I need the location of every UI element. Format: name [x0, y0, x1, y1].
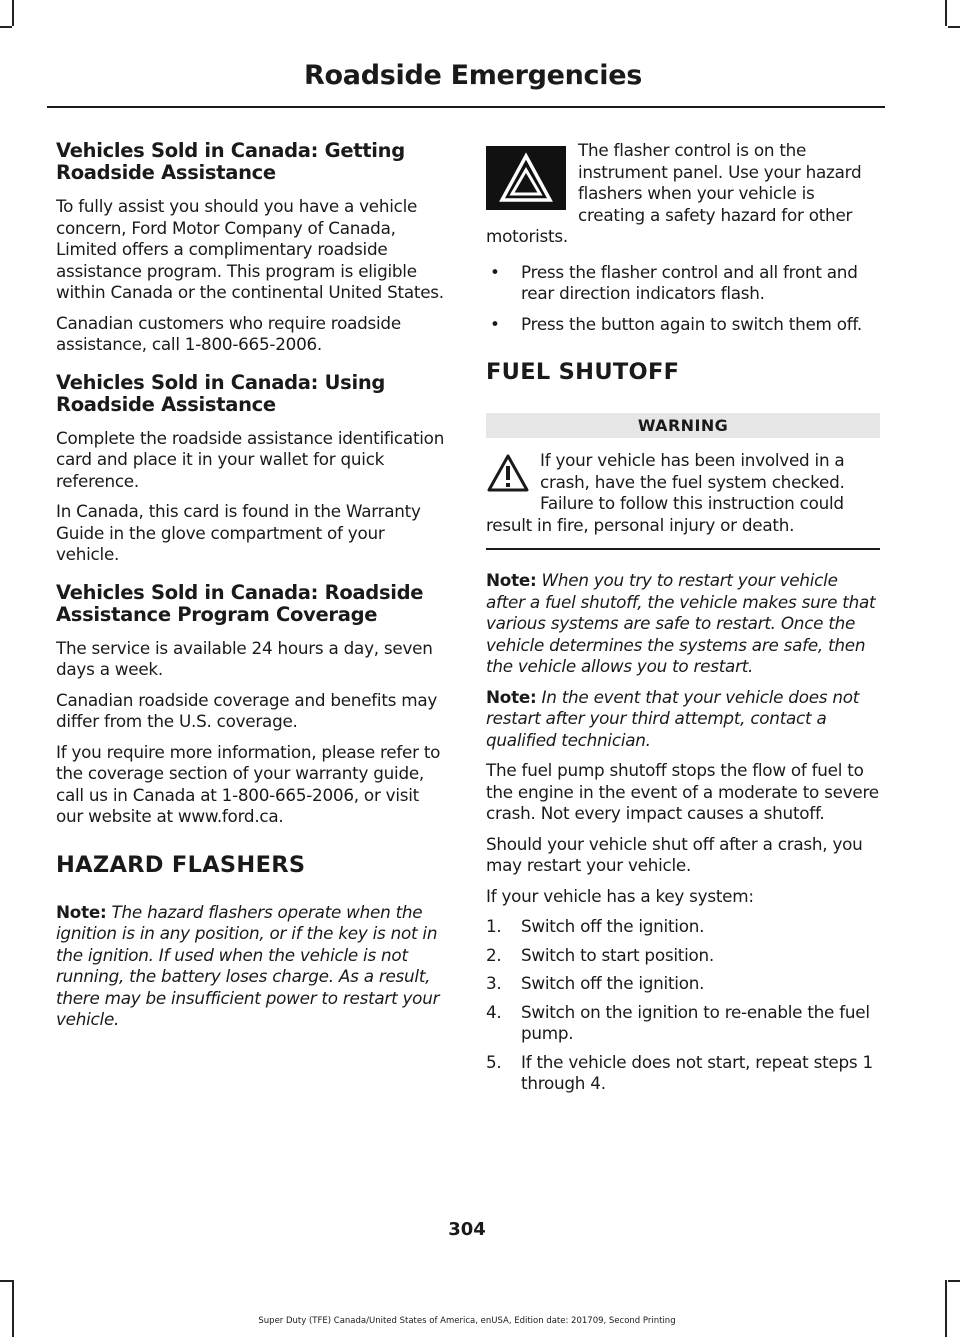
note-paragraph [56, 902, 448, 1031]
step-text: Switch off the ignition. [521, 973, 705, 993]
section-heading-fuel-shutoff: FUEL SHUTOFF [486, 359, 680, 385]
list-item [486, 973, 880, 995]
paragraph: To fully assist you should you have a vehicle concern, Ford Motor Company of Canada, Limited offers a complimentary roadside assistance program. This program is eligible within Canada or the continental United States. [56, 196, 444, 302]
list-item [486, 945, 880, 967]
restart-steps-list [486, 916, 880, 1095]
left-column [56, 140, 448, 1040]
paragraph: If you require more information, please refer to the coverage section of your warranty guide, call us in Canada at 1-800-665-2006, or visit our website at www.ford.ca. [56, 741, 441, 826]
bullet-icon: • [490, 313, 500, 334]
crop-mark [948, 1280, 960, 1282]
note-label: Note: [486, 570, 537, 590]
section-heading-hazard-flashers: HAZARD FLASHERS [56, 851, 306, 878]
step-number: 2. [486, 944, 502, 965]
step-text: Switch on the ignition to re-enable the fuel pump. [521, 1001, 870, 1043]
flasher-bullet-list [486, 262, 880, 336]
list-item-text: Press the button again to switch them off. [521, 313, 862, 334]
step-number: 1. [486, 916, 502, 936]
list-item [486, 1002, 880, 1045]
note-paragraph [486, 570, 880, 678]
crop-mark [0, 26, 12, 28]
step-text: If the vehicle does not start, repeat steps 1 through 4. [521, 1051, 873, 1093]
bullet-icon: • [490, 261, 500, 282]
step-number: 3. [486, 973, 502, 993]
paragraph: The fuel pump shutoff stops the flow of fuel to the engine in the event of a moderate to severe crash. Not every impact causes a shutoff. [486, 760, 879, 823]
note-text: In the event that your vehicle does not restart after your third attempt, contact a qualified technician. [486, 686, 860, 750]
section-heading-program-coverage: Vehicles Sold in Canada: Roadside Assistance Program Coverage [56, 580, 424, 626]
note-text: When you try to restart your vehicle after a fuel shutoff, the vehicle makes sure that various systems are safe to restart. Once the vehicle determines the systems are safe, then the vehicle allows you to restart. [486, 570, 876, 676]
paragraph: In Canada, this card is found in the Warranty Guide in the glove compartment of your vehicle. [56, 501, 421, 564]
note-label: Note: [56, 901, 107, 922]
list-item [486, 314, 880, 336]
paragraph: Canadian customers who require roadside assistance, call 1-800-665-2006. [56, 312, 401, 354]
step-text: Switch off the ignition. [521, 916, 705, 936]
hazard-triangle-icon [486, 146, 566, 210]
section-heading-using-assistance: Vehicles Sold in Canada: Using Roadside Assistance [56, 370, 386, 416]
warning-triangle-icon [486, 452, 530, 496]
paragraph: Complete the roadside assistance identification card and place it in your wallet for quick reference. [56, 427, 445, 491]
warning-rule [486, 548, 880, 550]
crop-mark [12, 1280, 14, 1337]
step-text: Switch to start position. [521, 944, 714, 965]
warning-header: WARNING [486, 413, 880, 438]
crop-mark [0, 1280, 12, 1282]
crop-mark [945, 1280, 947, 1337]
section-heading-getting-assistance: Vehicles Sold in Canada: Getting Roadside Assistance [56, 139, 405, 184]
step-number: 5. [486, 1051, 502, 1072]
header-rule [47, 106, 885, 108]
crop-mark [12, 0, 14, 26]
list-item [486, 1052, 880, 1095]
paragraph: Should your vehicle shut off after a crash, you may restart your vehicle. [486, 833, 863, 875]
page-title: Roadside Emergencies [304, 60, 642, 91]
list-item [486, 262, 880, 305]
note-paragraph [486, 687, 880, 752]
footer-edition: Super Duty (TFE) Canada/United States of America, enUSA, Edition date: 201709, Second Printing [258, 1316, 676, 1326]
note-label: Note: [486, 686, 537, 707]
warning-box [486, 413, 880, 550]
list-item-text: Press the flasher control and all front and rear direction indicators flash. [521, 261, 858, 303]
page-number: 304 [448, 1219, 486, 1240]
paragraph: If your vehicle has a key system: [486, 885, 754, 906]
paragraph: The service is available 24 hours a day, seven days a week. [56, 637, 433, 679]
flasher-description: The flasher control is on the instrument panel. Use your hazard flashers when your vehicle is creating a safety hazard for other motorists. [486, 140, 862, 246]
crop-mark [948, 26, 960, 28]
note-text: The hazard flashers operate when the ignition is in any position, or if the key is not in the ignition. If used when the vehicle is not running, the battery loses charge. As a result, there may be insufficient power to restart your vehicle. [56, 901, 440, 1029]
right-column [486, 140, 880, 1102]
crop-mark [945, 0, 947, 26]
warning-text: If your vehicle has been involved in a crash, have the fuel system checked. Failure to follow this instruction could result in fire, personal injury or death. [486, 450, 845, 535]
paragraph: Canadian roadside coverage and benefits may differ from the U.S. coverage. [56, 689, 438, 731]
list-item [486, 916, 880, 938]
hazard-flasher-block [486, 140, 880, 248]
step-number: 4. [486, 1001, 502, 1022]
